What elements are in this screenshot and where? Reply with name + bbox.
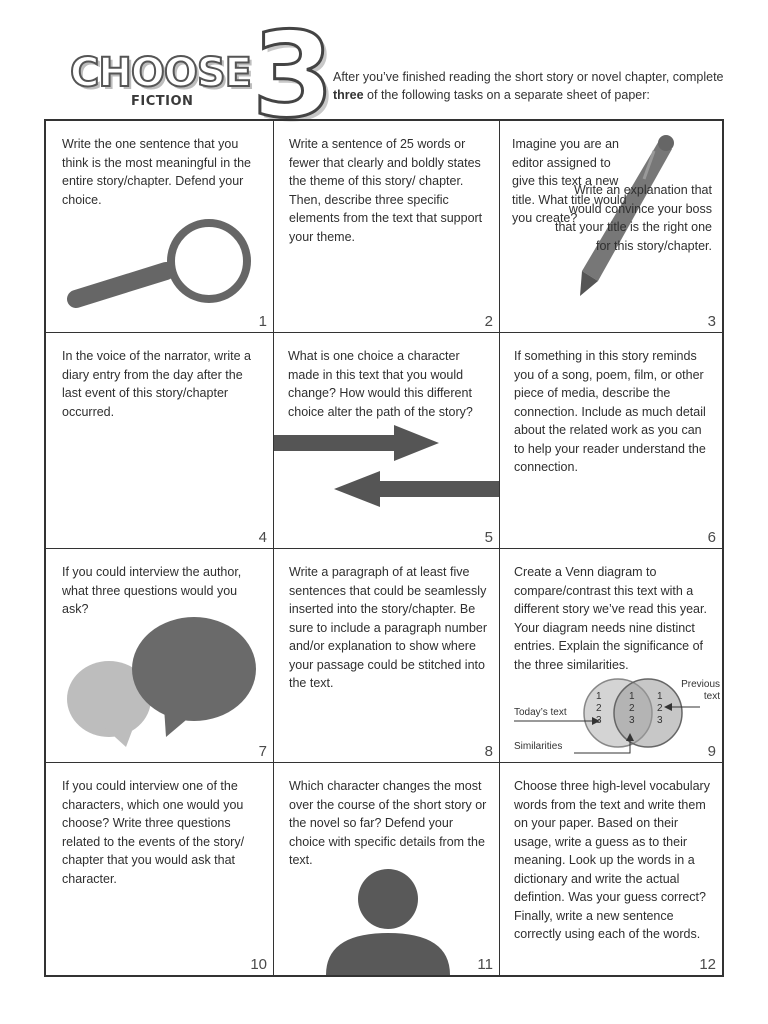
venn-middle-1: 1 <box>629 691 635 702</box>
task-text: Create a Venn diagram to compare/contrast this text with a different story we’ve read this year. Your diagram needs nine distinct entries. Explain the significance of the three similarities. <box>514 565 707 672</box>
task-grid <box>44 119 724 977</box>
task-number: 6 <box>707 529 716 546</box>
task-cell-5 <box>274 333 500 549</box>
task-number: 4 <box>258 529 267 546</box>
venn-right-3: 3 <box>657 715 663 726</box>
task-text: Which character changes the most over the course of the short story or the novel so far? Defend your choice with specific details from the text. <box>289 779 487 867</box>
task-number: 9 <box>707 743 716 760</box>
venn-label-similarities: Similarities <box>514 741 563 752</box>
task-number: 1 <box>258 313 267 330</box>
task-text: Choose three high-level vocabulary words from the text and write them on your paper. Based on their usage, write a guess as to their meaning. Look up the words in a dictionary and write the actual defintion. Was your guess correct? Finally, write a new sentence correctly using each of the words. <box>514 779 710 941</box>
task-text: In the voice of the narrator, write a diary entry from the day after the last event of this story/chapter occurred. <box>62 349 251 419</box>
venn-right-2: 2 <box>657 703 663 714</box>
task-cell-8 <box>274 549 500 763</box>
venn-left-1: 1 <box>596 691 602 702</box>
logo-number: 3 <box>252 6 335 144</box>
task-cell-7 <box>46 549 274 763</box>
magnifying-glass-icon <box>66 213 256 319</box>
venn-left-3: 3 <box>596 715 602 726</box>
task-cell-12 <box>500 763 722 975</box>
task-number: 7 <box>258 743 267 760</box>
task-cell-6 <box>500 333 722 549</box>
venn-right-1: 1 <box>657 691 663 702</box>
task-text: If something in this story reminds you of a song, poem, film, or other piece of media, describe the connection. Include as much detail about the related work as you can to help your reader understand the connection. <box>514 349 706 474</box>
venn-diagram-icon <box>500 671 722 761</box>
task-cell-2 <box>274 121 500 333</box>
task-cell-4 <box>46 333 274 549</box>
task-number: 2 <box>484 313 493 330</box>
task-text: If you could interview one of the characters, which one would you choose? Write three questions related to the events of the story/ chapter that you would ask that character. <box>62 779 245 886</box>
venn-label-previous: Previous text <box>681 679 720 702</box>
task-number: 10 <box>250 956 267 973</box>
venn-label-today: Today’s text <box>514 707 567 718</box>
task-cell-1 <box>46 121 274 333</box>
venn-left-2: 2 <box>596 703 602 714</box>
task-cell-3 <box>500 121 722 333</box>
task-cell-10 <box>46 763 274 975</box>
task-text: Write a paragraph of at least five sentences that could be seamlessly inserted into the story/chapter. Be sure to include a paragraph number and/or explanation to show where your passage could be stitched into the text. <box>289 565 488 690</box>
task-number: 12 <box>699 956 716 973</box>
speech-bubbles-icon <box>64 607 264 747</box>
task-number: 11 <box>477 956 493 973</box>
task-number: 3 <box>707 313 716 330</box>
venn-middle-2: 2 <box>629 703 635 714</box>
arrows-icon <box>274 425 500 511</box>
person-icon <box>326 867 450 975</box>
task-text-right: Write an explanation that would convince your boss that your title is the right one for this story/chapter. <box>554 183 712 253</box>
logo-subtitle: FICTION <box>131 94 194 109</box>
task-text: Write the one sentence that you think is the most meaningful in the entire story/chapter. Defend your choice. <box>62 137 251 207</box>
task-cell-11 <box>274 763 500 975</box>
venn-middle-3: 3 <box>629 715 635 726</box>
page-header <box>0 0 768 144</box>
instructions: After you’ve finished reading the short story or novel chapter, complete three of the following tasks on a separate sheet of paper: <box>333 70 724 102</box>
task-number: 8 <box>484 743 493 760</box>
task-text: What is one choice a character made in this text that you would change? How would this different choice alter the path of the story? <box>288 349 473 419</box>
task-cell-9 <box>500 549 722 763</box>
task-text: Write a sentence of 25 words or fewer that clearly and boldly states the theme of this story/ chapter. Then, describe three specific elements from the text that support your theme. <box>289 137 483 244</box>
logo-word: CHOOSE <box>70 50 251 96</box>
task-text-left: Imagine you are an editor assigned to give this text a new title. What title would you create? <box>512 137 627 225</box>
task-text: If you could interview the author, what three questions would you ask? <box>62 565 242 616</box>
task-number: 5 <box>484 529 493 546</box>
